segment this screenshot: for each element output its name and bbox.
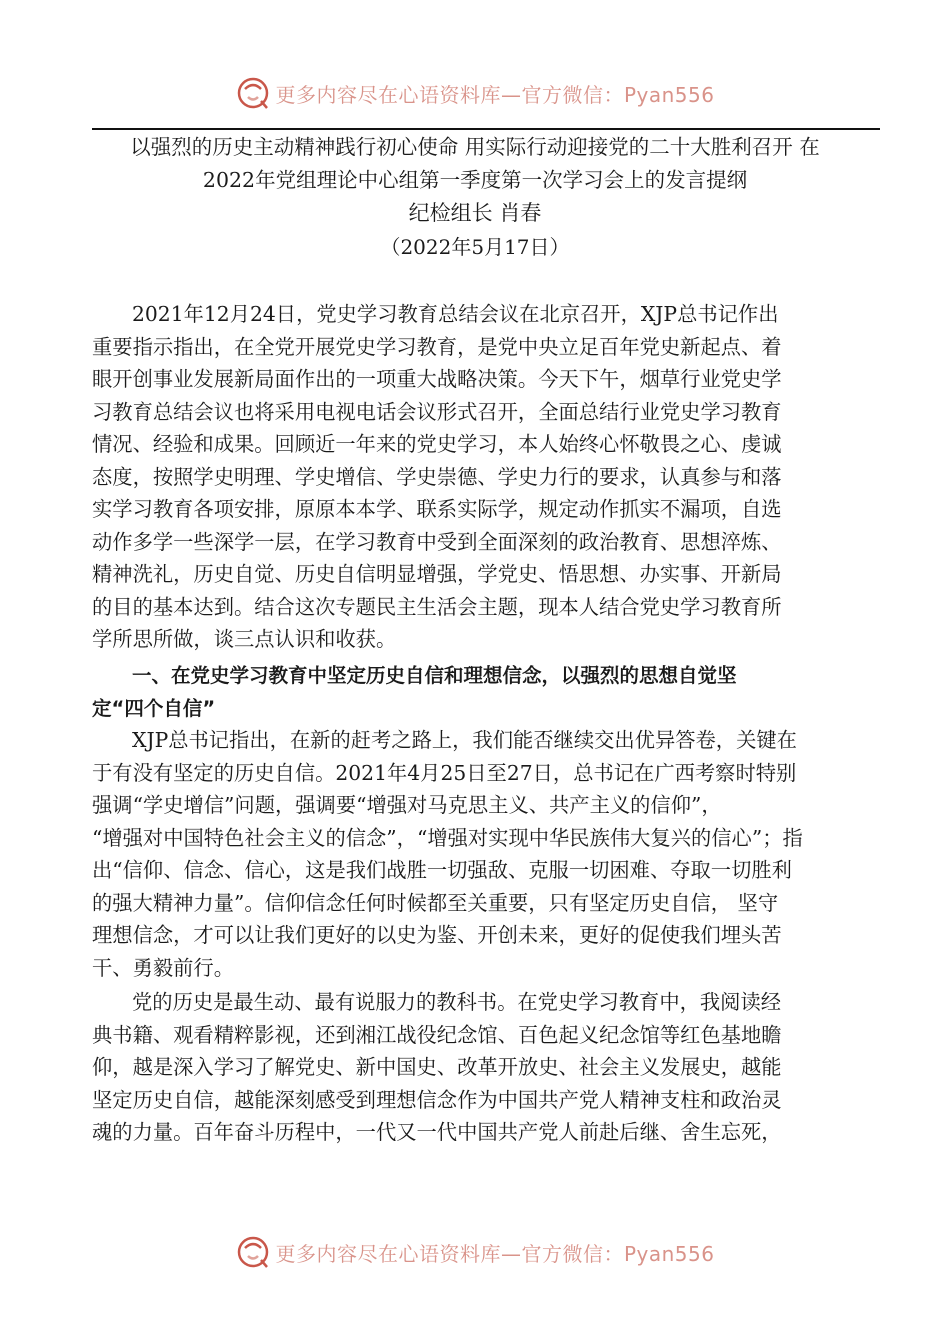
- text-line: 仰，越是深入学习了解党史、新中国史、改革开放史、社会主义发展史，越能: [92, 1055, 782, 1079]
- speech-mark-logo-icon: [235, 1234, 271, 1270]
- speech-mark-logo-icon: [235, 75, 271, 111]
- text-line: 2021年12月24日，党史学习教育总结会议在北京召开，XJP总书记作出: [132, 302, 779, 326]
- text-line: 学所思所做，谈三点认识和收获。: [92, 627, 397, 651]
- text-line: 情况、经验和成果。回顾近一年来的党史学习，本人始终心怀敬畏之心、虔诚: [92, 432, 782, 456]
- document-date: （2022年5月17日）: [380, 235, 570, 259]
- text-line: 干、勇毅前行。: [92, 955, 234, 980]
- text-line: 的目的基本达到。结合这次专题民主生活会主题，现本人结合党史学习教育所: [92, 594, 782, 619]
- paragraph-party-history: [92, 986, 862, 1149]
- watermark-text: 更多内容尽在心语资料库—官方微信：Pyan556: [275, 1241, 715, 1266]
- text-line: 实学习教育各项安排，原原本本学、联系实际学，规定动作抓实不漏项，自选: [92, 497, 782, 521]
- document-title-line-2: 2022年党组理论中心组第一季度第一次学习会上的发言提纲: [202, 168, 748, 192]
- text-line: 于有没有坚定的历史自信。2021年4月25日至27日，总书记在广西考察时特别: [92, 760, 797, 785]
- text-line: 出“信仰、信念、信心，这是我们战胜一切强敌、克服一切困难、夺取一切胜利: [92, 858, 792, 882]
- document-title-line-1: 以强烈的历史主动精神践行初心使命 用实际行动迎接党的二十大胜利召开 在: [130, 135, 820, 159]
- watermark-banner-bottom: [0, 1232, 950, 1272]
- header-rule: [92, 128, 880, 130]
- text-line: 魂的力量。百年奋斗历程中，一代又一代中国共产党人前赴后继、舍生忘死，: [92, 1120, 782, 1144]
- watermark-text: 更多内容尽在心语资料库—官方微信：Pyan556: [275, 82, 715, 107]
- text-line: 强调“学史增信”问题，强调要“增强对马克思主义、共产主义的信仰”，: [92, 793, 722, 817]
- section-heading-1: [92, 660, 862, 725]
- text-line: 重要指示指出，在全党开展党史学习教育，是党中央立足百年党史新起点、着: [92, 334, 782, 359]
- paragraph-intro: [92, 298, 862, 656]
- heading-line: 一、在党史学习教育中坚定历史自信和理想信念，以强烈的思想自觉坚: [132, 664, 737, 687]
- text-line: 坚定历史自信，越能深刻感受到理想信念作为中国共产党人精神支柱和政治灵: [92, 1087, 782, 1112]
- heading-line: 定“四个自信”: [92, 696, 216, 720]
- text-line: XJP总书记指出，在新的赶考之路上，我们能否继续交出优异答卷，关键在: [132, 728, 797, 752]
- text-line: 典书籍、观看精粹影视，还到湘江战役纪念馆、百色起义纪念馆等红色基地瞻: [92, 1022, 782, 1047]
- text-line: 理想信念，才可以让我们更好的以史为鉴、开创未来，更好的促使我们埋头苦: [92, 923, 782, 947]
- text-line: “增强对中国特色社会主义的信念”，“增强对实现中华民族伟大复兴的信心”；指: [92, 825, 803, 850]
- document-author: 纪检组长 肖春: [408, 201, 542, 225]
- text-line: 习教育总结会议也将采用电视电话会议形式召开，全面总结行业党史学习教育: [92, 399, 782, 424]
- text-line: 动作多学一些深学一层，在学习教育中受到全面深刻的政治教育、思想淬炼、: [92, 529, 782, 554]
- watermark-banner-top: [0, 73, 950, 113]
- text-line: 精神洗礼，历史自觉、历史自信明显增强，学党史、悟思想、办实事、开新局: [92, 562, 782, 586]
- text-line: 眼开创事业发展新局面作出的一项重大战略决策。今天下午，烟草行业党史学: [92, 367, 782, 391]
- text-line: 党的历史是最生动、最有说服力的教科书。在党史学习教育中，我阅读经: [132, 990, 782, 1014]
- text-line: 的强大精神力量”。信仰信念任何时候都至关重要，只有坚定历史自信， 坚守: [92, 890, 779, 915]
- paragraph-history-confidence: [92, 724, 862, 984]
- text-line: 态度，按照学史明理、学史增信、学史崇德、学史力行的要求，认真参与和落: [92, 464, 782, 489]
